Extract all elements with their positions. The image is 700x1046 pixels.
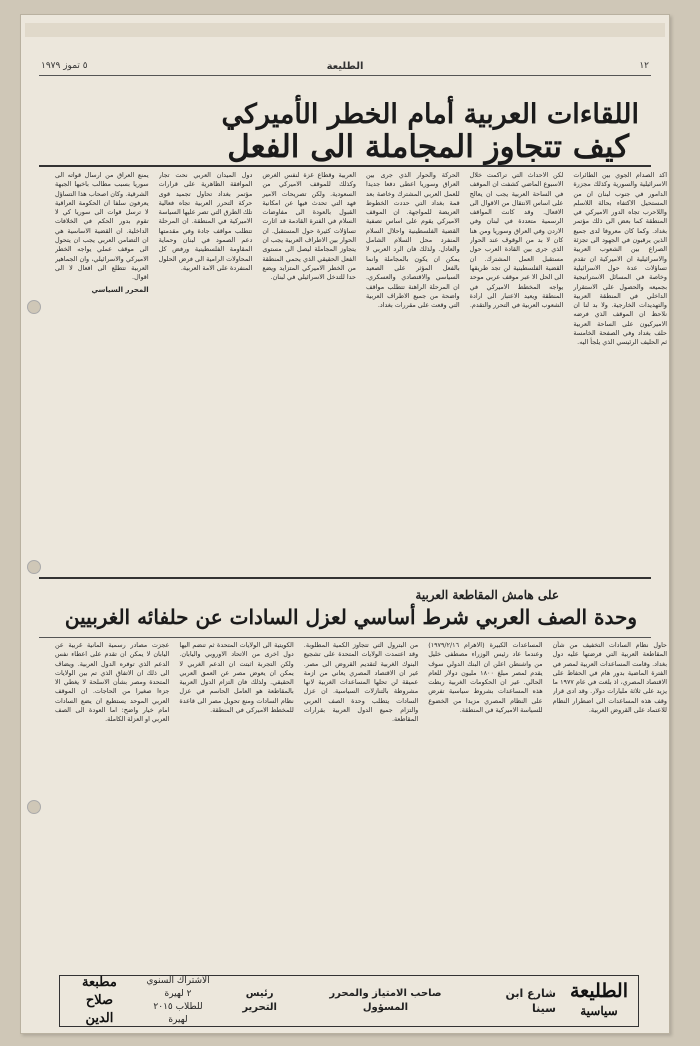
running-masthead: الطليعة bbox=[326, 61, 364, 72]
article1-column: اكد الصدام الجوي بين الطائرات الاسرائيلية والسورية وكذلك مجزرة الدامور في جنوب لبنان ان من المستحيل الاكتفاء بحالة اللاسلم واللاحرب تجاه الدور الاميركي في المنطقة كما بعض الى ذلك مؤتمر بغداد. وكما كان معروفا لدى جميع الذين يرقبون في الجهود الى تجزئة الصراع بين الشعوب العربية والاسرائيلية ان الاميركية ان تقدم تساؤلات عدة حول الاسرائيلية وخاصة في المسائل الاستراتيجية بجميعه والحصول على الاستقرار الداخلي في المنطقة العربية والتهديدات الخارجية. ولا بد لنا ان نلاحظ ان الموقف الذي فرضه الاميركيون على الساحة العربية حلف بغداد وفي الصفحة الخامسة ثم الحليف الرئيسي الذي يلجأ اليه. bbox=[573, 171, 667, 347]
article1-headline-2: كيف تتجاوز المجاملة الى الفعل bbox=[227, 129, 629, 165]
page-top-strip bbox=[25, 23, 665, 37]
article2-headline: وحدة الصف العربي شرط أساسي لعزل السادات عن حلفائه الغربيين bbox=[64, 605, 637, 629]
article-divider bbox=[39, 577, 651, 579]
article2-columns bbox=[55, 641, 667, 961]
headline-rule bbox=[39, 165, 651, 167]
page-number: ١٢ bbox=[639, 61, 649, 71]
article1-column: دول الميدان العربي نحت تجار الموافقة الظاهرية على قرارات مؤتمر بغداد تحاول تجميد قوى حركة التحرر العربية تجاه فعالية تلك الطرق التي تصر عليها السياسة الاميركية في المنطقة. ان المرحلة تتطلب مواقف جادة وفي مقدمتها دعم الصمود في لبنان وحماية المقاومة الفلسطينية ورفض كل المحاولات الرامية الى فرض الحلول المنفردة على الامة العربية. bbox=[158, 171, 253, 272]
binder-hole bbox=[27, 560, 41, 574]
imprint-subscription: الاشتراك السنوي ٢ لهيرة للطلاب ٢٠١٥ لهيرة bbox=[146, 976, 210, 1025]
issue-date: ٥ تموز ١٩٧٩ bbox=[41, 61, 88, 71]
article2-column: المساعدات الكبيرة (الاهرام ١٩٧٩/٢/١٦) وعندما عاد رئيس الوزراء مصطفى خليل من واشنطن اعلن ان البنك الدولي سوف يقدم لمصر مبلغ ١٨٠٠ مليون دولار للعام الحالي. غير ان الحكومات الغربية ربطت هذه المساعدات بشروط سياسية تفرض على النظام المصري مزيدا من الخضوع للسياسة الاميركية في المنطقة. bbox=[428, 641, 543, 715]
binder-hole bbox=[27, 300, 41, 314]
article1-column: يمنع العراق من ارسال قواته الى سوريا بسبب مطالب باخيها الجبهة الشرقية. وكان اصحاب هذا التساؤل يعرفون سلفا ان الحكومة العراقية لا ترسل قوات الى سوريا كي لا تقوم بدور الحكم في الخلافات الداخلية. ان القضية الاساسية هي ان التضامن العربي يجب ان يتحول الى موقف عملي يواجه الخطر الاميركي والاسرائيلي، وان الجماهير العربية تتطلع الى افعال لا الى اقوال. المحرر السياسي bbox=[54, 171, 149, 294]
article2-column: من البترول التي تتجاوز الكمية المطلوبة. وقد اعتمدت الولايات المتحدة على تشجيع البنوك الغربية لتقديم القروض الى مصر. غير ان الاقتصاد المصري يعاني من ازمة عميقة لن تحلها المساعدات الغربية لانها مشروطة بالتنازلات السياسية. ان عزل السادات يتطلب وحدة الصف العربي والتزام جميع الدول العربية بقرارات المقاطعة. bbox=[303, 641, 419, 724]
imprint-address: شارع ابن سينا bbox=[505, 987, 556, 1015]
article2-column: حاول نظام السادات التخفيف من شأن المقاطعة العربية التي فرضتها عليه دول بغداد. وقامت المساعدات العربية لمصر في الفترة الماضية بدور هام في الحفاظ على الاقتصاد المصري، اذ بلغت في عام ١٩٧٧ ما يزيد على ثلاثة مليارات دولار. وقد ادى قرار وقف هذه المساعدات الى اضطرار النظام للاعتماد على القروض الغربية. bbox=[552, 641, 667, 715]
article1-columns bbox=[55, 171, 667, 569]
newspaper-page bbox=[20, 14, 670, 1034]
article2-kicker: على هامش المقاطعة العربية bbox=[415, 588, 559, 602]
article2-column: عجزت مصادر رسمية المانية غربية عن اليابان لا يمكن ان تقدم على اعطاء نفس الدعم الذي توفره الدول العربية. ويضاف الى ذلك ان الاتفاق الذي تم بين الولايات المتحدة ومصر بشأن الاسلحة لا يغطي الا جزءا صغيرا من الحاجات. ان الموقف العربي الموحد يستطيع ان يضع السادات امام خيار واضح: اما العودة الى الصف العربي او العزلة الكاملة. bbox=[54, 641, 170, 724]
article1-headline-1: اللقاءات العربية أمام الخطر الأميركي bbox=[221, 99, 639, 130]
binder-hole bbox=[27, 800, 41, 814]
article1-column: لكن الاحداث التي تراكمت خلال الاسبوع الماضي كشفت ان الموقف في الساحة العربية يجب ان يعالج على اساس الانتقال من الاقوال الى الافعال. وقد كانت المواقف الرسمية متعددة في لبنان وفي الاردن وفي العراق وسوريا ومن هنا كان لا بد من الوقوف عند الحوار الذي جرى بين القادة العرب حول مستقبل العمل المشترك. ان القضية الفلسطينية لن تجد طريقها الى الحل الا عبر موقف عربي موحد يواجه المخطط الاميركي في المنطقة ويعيد الاعتبار الى ارادة الشعوب العربية في التحرر والتقدم. bbox=[469, 171, 564, 310]
article1-column: الحركة والحوار الذي جرى بين العراق وسوريا اعطى دفعا جديدا للعمل العربي المشترك وخاصة بعد قمة بغداد التي حددت الخطوط العريضة للمواجهة. ان الموقف الاميركي يقوم على اساس تصفية القضية الفلسطينية واحلال السلام المنفرد محل السلام الشامل والعادل. ولذلك فان الرد العربي لا يمكن ان يكون بالمجاملة وانما بالفعل المؤثر على الصعيد السياسي والاقتصادي والعسكري. ان المرحلة الراهنة تتطلب مواقف واضحة من جميع الاطراف العربية التي وقعت على مقررات بغداد. bbox=[365, 171, 460, 310]
imprint-brand: الطليعة سياسية bbox=[569, 980, 628, 1018]
article1-column: العربية وقطاع غزة لنفس الغرض وكذلك للموقف الاميركي من السعودية. ولكن تصريحات الامير فهد التي تحدث فيها عن امكانية القبول بالعودة الى مفاوضات السلام في الفترة القادمة قد اثارت تساؤلات كثيرة حول المستقبل. ان الحوار بين الاطراف العربية يجب ان يتجاوز المجاملة ليصل الى مستوى الفعل الحقيقي الذي يحمي المنطقة من الخطر الاميركي المتزايد ويضع حدا للتدخل الاسرائيلي في لبنان. bbox=[262, 171, 356, 282]
article2-headline-rule bbox=[39, 637, 651, 638]
imprint-owner: صاحب الامتياز والمحرر المسؤول bbox=[329, 988, 442, 1013]
article2-column: الكويتية الى الولايات المتحدة ثم تنضم اليها دول اخرى من الاتحاد الاوروبي واليابان. ولكن التجربة اثبتت ان الدعم الغربي لا يمكن ان يعوض مصر عن العمق العربي الحقيقي. ولذلك فان التزام الدول العربية بالمقاطعة هو العامل الحاسم في عزل نظام السادات ومنع تحويل مصر الى قاعدة للمخطط الاميركي في المنطقة. bbox=[179, 641, 294, 715]
article1-byline: المحرر السياسي bbox=[91, 285, 149, 294]
imprint-press: مطبعة صلاح الدين bbox=[82, 975, 117, 1026]
imprint-box bbox=[59, 975, 639, 1027]
folio-rule bbox=[39, 75, 651, 76]
imprint-editor: رئيس التحرير bbox=[242, 988, 277, 1013]
